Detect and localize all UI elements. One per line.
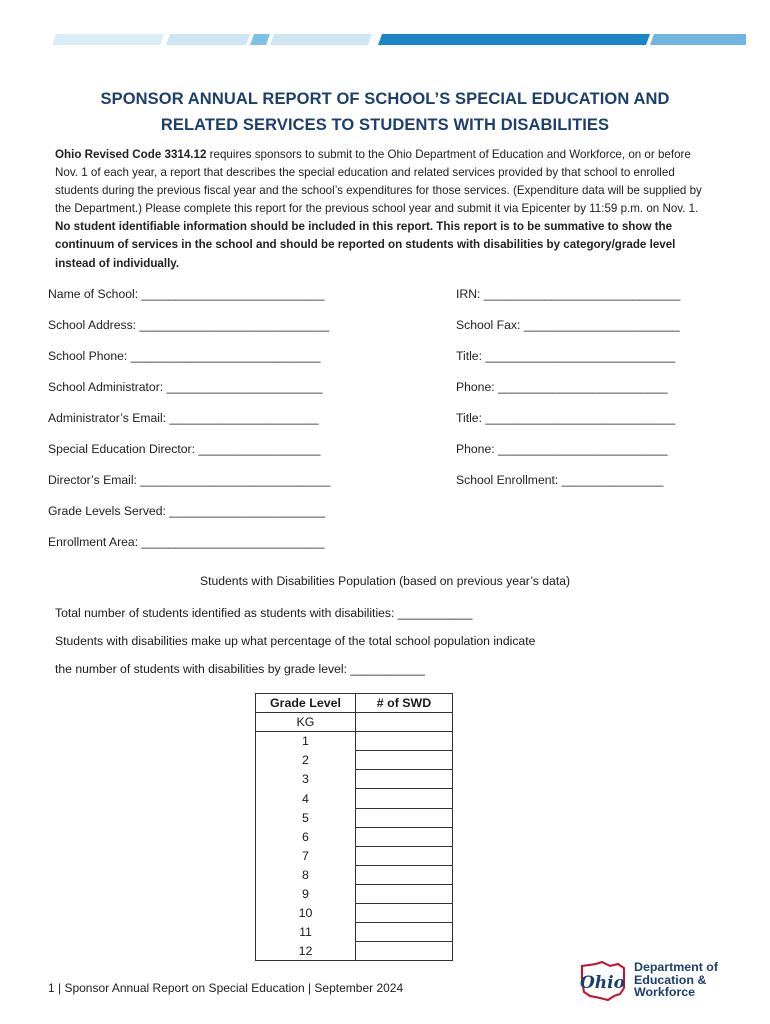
grade-cell: KG	[256, 713, 356, 732]
swd-count-cell[interactable]	[356, 923, 453, 942]
code-reference: Ohio Revised Code 3314.12	[55, 148, 207, 161]
director-email-field[interactable]: Director’s Email: ____________________________	[48, 473, 331, 487]
grade-cell: 10	[256, 904, 356, 923]
grade-cell: 8	[256, 865, 356, 884]
enrollment-area-field[interactable]: Enrollment Area: ___________________________	[48, 535, 325, 549]
phone-field-1[interactable]: Phone: _________________________	[456, 380, 668, 394]
table-row	[256, 846, 453, 865]
grade-cell: 11	[256, 923, 356, 942]
administrator-email-field[interactable]: Administrator’s Email: ______________________	[48, 411, 319, 425]
title-line-2: RELATED SERVICES TO STUDENTS WITH DISABILITIES	[160, 116, 610, 134]
intro-text: requires sponsors to submit to the Ohio Department of Education and Workforce, on or before Nov. 1 of each year, a report that describes the special education and related services provided by that school to enrolled students during the previous fiscal year and the school’s expenditures for those services. (Expenditure data will be supplied by the Department.) Please complete this report for the previous school year and submit it via Epicenter by 11:59 p.m. on Nov. 1.	[55, 148, 702, 216]
logo-text	[634, 961, 718, 999]
title-field-1[interactable]: Title: ____________________________	[456, 349, 676, 363]
logo-line-1: Department of	[634, 960, 718, 974]
grade-cell: 7	[256, 846, 356, 865]
school-enrollment-field[interactable]: School Enrollment: _______________	[456, 473, 664, 487]
table-row	[256, 923, 453, 942]
school-fax-field[interactable]: School Fax: _______________________	[456, 318, 680, 332]
swd-count-cell[interactable]	[356, 732, 453, 751]
school-address-field[interactable]: School Address: ____________________________	[48, 318, 330, 332]
swd-count-cell[interactable]	[356, 942, 453, 961]
swd-count-cell[interactable]	[356, 751, 453, 770]
swd-count-cell[interactable]	[356, 827, 453, 846]
table-row	[256, 904, 453, 923]
school-administrator-field[interactable]: School Administrator: _______________________	[48, 380, 323, 394]
percentage-line-1: Students with disabilities make up what percentage of the total school population indicate	[55, 634, 536, 648]
grade-levels-served-field[interactable]: Grade Levels Served: _______________________	[48, 504, 326, 518]
swd-count-cell[interactable]	[356, 770, 453, 789]
percentage-line-2[interactable]: the number of students with disabilities by grade level: ___________	[55, 662, 425, 676]
swd-count-cell[interactable]	[356, 884, 453, 903]
swd-count-cell[interactable]	[356, 713, 453, 732]
table-header-row	[256, 694, 453, 713]
header-stripe	[52, 34, 746, 45]
swd-count-cell[interactable]	[356, 789, 453, 808]
table-row	[256, 751, 453, 770]
phone-field-2[interactable]: Phone: _________________________	[456, 442, 668, 456]
grade-cell: 6	[256, 827, 356, 846]
document-title	[0, 86, 770, 138]
title-field-2[interactable]: Title: ____________________________	[456, 411, 676, 425]
logo-line-2: Education &	[634, 972, 707, 987]
page-footer: 1 | Sponsor Annual Report on Special Education | September 2024	[48, 981, 404, 995]
logo-line-3: Workforce	[634, 985, 696, 1000]
table-row	[256, 884, 453, 903]
table-row	[256, 865, 453, 884]
intro-paragraph	[55, 146, 707, 273]
logo-word: Ohio	[580, 973, 625, 993]
table-row	[256, 732, 453, 751]
intro-bold-notice: No student identifiable information should be included in this report. This report is to be summative to show the continuum of services in the school and should be reported on students with disabilities by category/grade level instead of individually.	[55, 220, 676, 270]
swd-count-header: # of SWD	[356, 694, 453, 713]
grade-cell: 5	[256, 808, 356, 827]
swd-count-cell[interactable]	[356, 865, 453, 884]
swd-count-cell[interactable]	[356, 808, 453, 827]
table-row	[256, 713, 453, 732]
table-row	[256, 827, 453, 846]
school-phone-field[interactable]: School Phone: ____________________________	[48, 349, 321, 363]
swd-count-cell[interactable]	[356, 904, 453, 923]
ohio-state-outline-icon	[576, 958, 632, 1004]
grade-level-header: Grade Level	[256, 694, 356, 713]
grade-cell: 2	[256, 751, 356, 770]
grade-cell: 9	[256, 884, 356, 903]
table-row	[256, 942, 453, 961]
table-row	[256, 808, 453, 827]
total-swd-line[interactable]: Total number of students identified as students with disabilities: ___________	[55, 606, 473, 620]
irn-field[interactable]: IRN: _____________________________	[456, 287, 681, 301]
grade-cell: 4	[256, 789, 356, 808]
table-row	[256, 770, 453, 789]
name-of-school-field[interactable]: Name of School: ___________________________	[48, 287, 325, 301]
sped-director-field[interactable]: Special Education Director: __________________	[48, 442, 321, 456]
grade-cell: 1	[256, 732, 356, 751]
swd-count-cell[interactable]	[356, 846, 453, 865]
title-line-1: SPONSOR ANNUAL REPORT OF SCHOOL’S SPECIAL EDUCATION AND	[100, 90, 670, 108]
table-row	[256, 789, 453, 808]
grade-cell: 12	[256, 942, 356, 961]
grade-cell: 3	[256, 770, 356, 789]
grade-level-table	[255, 693, 453, 961]
ohio-dew-logo	[576, 958, 726, 1004]
population-heading: Students with Disabilities Population (based on previous year’s data)	[199, 574, 571, 588]
